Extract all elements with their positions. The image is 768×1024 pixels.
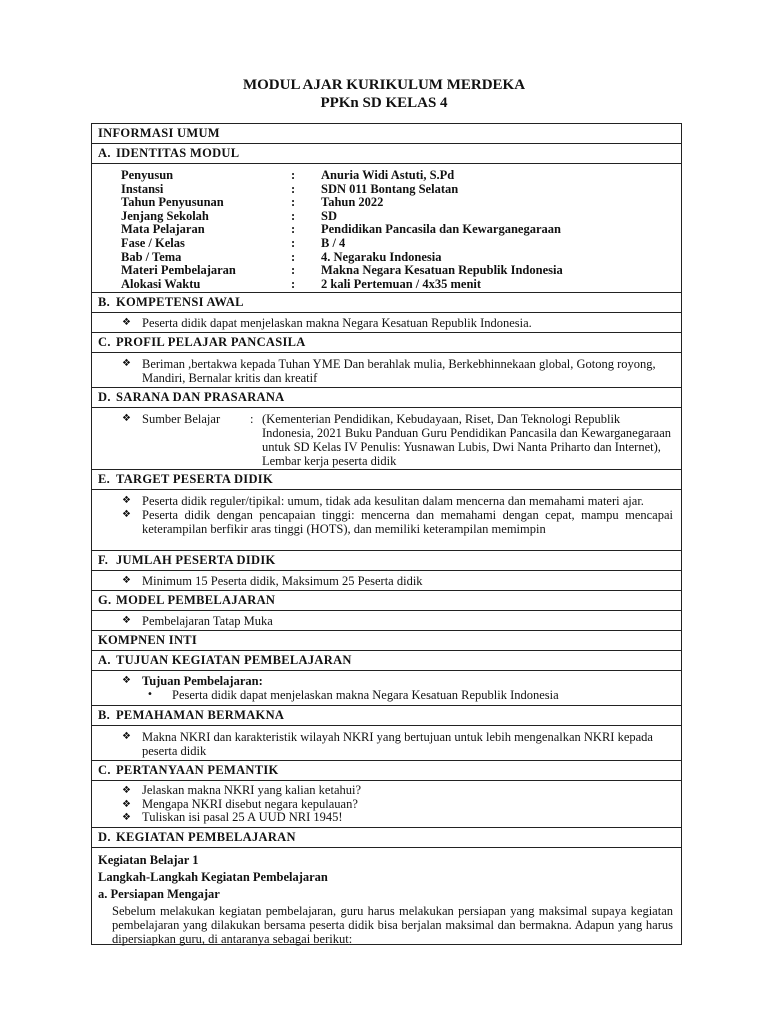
persiapan-title: a. Persiapan Mengajar (98, 887, 220, 901)
diamond-bullet-icon: ❖ (122, 675, 131, 686)
identity-row: Mata Pelajaran : Pendidikan Pancasila dan Kewarganegaraan (121, 222, 561, 237)
diamond-bullet-icon: ❖ (122, 575, 131, 586)
pertanyaan-pemantik-body (92, 781, 681, 828)
kegiatan-pembelajaran-header: D. KEGIATAN PEMBELAJARAN (92, 828, 681, 848)
pertanyaan-pemantik-header: C. PERTANYAAN PEMANTIK (92, 761, 681, 781)
list-item: ❖ Peserta didik reguler/tipikal: umum, tidak ada kesulitan dalam mencerna dan memahami materi ajar. (122, 494, 644, 508)
pemahaman-bermakna-header: B. PEMAHAMAN BERMAKNA (92, 706, 681, 726)
list-item: ❖ Pembelajaran Tatap Muka (122, 614, 273, 628)
list-item: ❖ Mengapa NKRI disebut negara kepulauan? (122, 796, 358, 811)
target-peserta-header: E. TARGET PESERTA DIDIK (92, 470, 681, 490)
module-table (91, 123, 682, 945)
pemahaman-bermakna-body (92, 726, 681, 761)
list-item: • Peserta didik dapat menjelaskan makna Negara Kesatuan Republik Indonesia (147, 688, 559, 702)
diamond-bullet-icon: ❖ (122, 317, 131, 328)
kompetensi-awal-body (92, 313, 681, 333)
identity-list (121, 169, 563, 291)
list-item: ❖ Tujuan Pembelajaran: (122, 674, 263, 688)
list-item: ❖ Sumber Belajar : (Kementerian Pendidikan, Kebudayaan, Riset, Dan Teknologi Republik Indonesia, 2021 Buku Panduan Guru Pendidikan Pancasila dan Kewarganegaraan untuk SD Kelas IV Penulis: Yusnawan Lubis, Dwi Nanta Priharto dan Internet), Lembar kerja peserta didik (122, 412, 672, 468)
identity-row: Jenjang Sekolah : SD (121, 208, 337, 223)
jumlah-peserta-header: F. JUMLAH PESERTA DIDIK (92, 551, 681, 571)
informasi-umum-header: INFORMASI UMUM (92, 124, 681, 144)
kompetensi-awal-header: B. KOMPETENSI AWAL (92, 293, 681, 313)
document-title: MODUL AJAR KURIKULUM MERDEKA (242, 77, 526, 93)
persiapan-paragraph: Sebelum melakukan kegiatan pembelajaran, guru harus melakukan persiapan yang maksimal supaya kegiatan pembelajaran yang dilakukan bersama peserta didik bisa berjalan maksimal dan bermakna. Adapun yang harus dipersiapkan guru, di antaranya sebagai berikut: (112, 904, 673, 946)
list-item: ❖ Minimum 15 Peserta didik, Maksimum 25 Peserta didik (122, 574, 423, 588)
kegiatan-belajar-title: Kegiatan Belajar 1 (98, 853, 199, 867)
tujuan-kegiatan-header: A. TUJUAN KEGIATAN PEMBELAJARAN (92, 651, 681, 671)
diamond-bullet-icon: ❖ (122, 615, 131, 626)
diamond-bullet-icon: ❖ (122, 413, 131, 424)
diamond-bullet-icon: ❖ (122, 731, 131, 742)
tujuan-kegiatan-body (92, 671, 681, 706)
sarana-prasarana-body (92, 408, 681, 470)
diamond-bullet-icon: ❖ (122, 785, 131, 796)
langkah-title: Langkah-Langkah Kegiatan Pembelajaran (98, 870, 328, 884)
diamond-bullet-icon: ❖ (122, 358, 131, 369)
identitas-modul-header: A. IDENTITAS MODUL (92, 144, 681, 164)
diamond-bullet-icon: ❖ (122, 812, 131, 823)
list-item: ❖ Peserta didik dengan pencapaian tinggi: mencerna dan memahami dengan cepat, mampu mencapai keterampilan berfikir aras tinggi (HOTS), dan memiliki keterampilan memimpin (122, 508, 673, 536)
jumlah-peserta-body (92, 571, 681, 591)
identity-row: Bab / Tema : 4. Negaraku Indonesia (121, 249, 442, 264)
identity-row: Fase / Kelas : B / 4 (121, 235, 346, 250)
diamond-bullet-icon: ❖ (122, 495, 131, 506)
identity-row: Penyusun : Anuria Widi Astuti, S.Pd (121, 168, 455, 182)
sarana-prasarana-header: D. SARANA DAN PRASARANA (92, 388, 681, 408)
identity-row: Alokasi Waktu : 2 kali Pertemuan / 4x35 menit (121, 276, 482, 291)
list-item: ❖ Peserta didik dapat menjelaskan makna Negara Kesatuan Republik Indonesia. (122, 316, 532, 330)
komponen-inti-header: KOMPNEN INTI (92, 631, 681, 651)
list-item: ❖ Tuliskan isi pasal 25 A UUD NRI 1945! (122, 810, 343, 824)
profil-pancasila-header: C. PROFIL PELAJAR PANCASILA (92, 333, 681, 353)
document-subtitle: PPKn SD KELAS 4 (320, 95, 448, 111)
profil-pancasila-body (92, 353, 681, 388)
identity-row: Instansi : SDN 011 Bontang Selatan (121, 181, 459, 196)
model-pembelajaran-body (92, 611, 681, 631)
model-pembelajaran-header: G. MODEL PEMBELAJARAN (92, 591, 681, 611)
list-item: ❖ Beriman ,bertakwa kepada Tuhan YME Dan berahlak mulia, Berkebhinnekaan global, Gotong royong, Mandiri, Bernalar kritis dan kreatif (122, 357, 656, 385)
identitas-modul-body (92, 164, 681, 293)
list-item: ❖ Makna NKRI dan karakteristik wilayah NKRI yang bertujuan untuk lebih mengenalkan NKRI kepada peserta didik (122, 730, 653, 758)
kegiatan-pembelajaran-body (92, 848, 681, 945)
list-item: ❖ Jelaskan makna NKRI yang kalian ketahui? (122, 783, 362, 797)
diamond-bullet-icon: ❖ (122, 798, 131, 810)
diamond-bullet-icon: ❖ (122, 509, 131, 520)
identity-row: Materi Pembelajaran : Makna Negara Kesatuan Republik Indonesia (121, 263, 563, 278)
target-peserta-body (92, 490, 681, 551)
identity-row: Tahun Penyusunan : Tahun 2022 (121, 195, 384, 210)
dot-bullet-icon: • (147, 689, 153, 700)
